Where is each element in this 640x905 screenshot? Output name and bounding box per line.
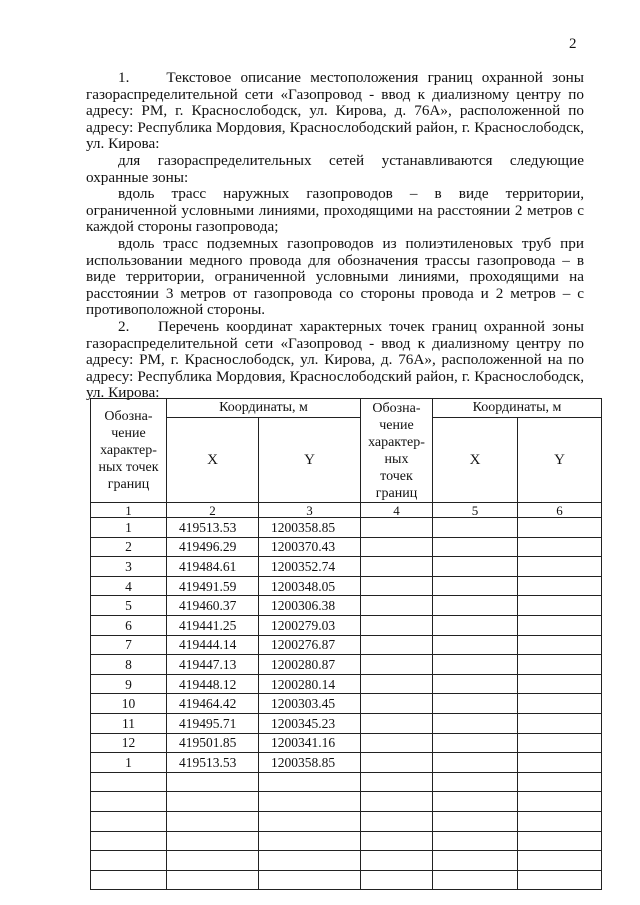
empty-cell [518, 772, 602, 792]
header-text: Обозна- чение характер- ных точек границ [98, 409, 159, 492]
empty-row [91, 811, 602, 831]
table-row [91, 674, 602, 694]
point-cell-2 [361, 557, 433, 577]
x-cell: 419464.42 [167, 694, 259, 714]
x-cell: 419448.12 [167, 674, 259, 694]
empty-cell [433, 851, 518, 871]
table-row [91, 713, 602, 733]
table-row [91, 694, 602, 714]
empty-cell [361, 792, 433, 812]
x-cell-2 [433, 713, 518, 733]
y-cell: 1200358.85 [259, 518, 361, 538]
y-cell: 1200306.38 [259, 596, 361, 616]
empty-cell [259, 870, 361, 890]
y-cell: 1200279.03 [259, 615, 361, 635]
empty-cell [518, 831, 602, 851]
point-cell: 4 [91, 576, 167, 596]
table-row [91, 537, 602, 557]
empty-cell [91, 851, 167, 871]
header-coordinates-2: Координаты, м [433, 399, 602, 418]
empty-cell [91, 870, 167, 890]
y-cell: 1200352.74 [259, 557, 361, 577]
page-number: 2 [569, 36, 577, 52]
header-x-2: X [433, 418, 518, 503]
header-point-designation [91, 399, 167, 503]
empty-cell [518, 870, 602, 890]
point-cell-2 [361, 635, 433, 655]
paragraph-4: вдоль трасс подземных газопроводов из полиэтиленовых труб при использовании медного провода для обозначения трассы газопровода – в виде территории, ограниченной условными линиями, проходящими на расстоянии 3 метров от газопровода со стороны провода и 2 метров – с противоположной стороны. [86, 234, 584, 319]
point-cell-2 [361, 753, 433, 773]
y-cell: 1200370.43 [259, 537, 361, 557]
y-cell: 1200276.87 [259, 635, 361, 655]
x-cell: 419460.37 [167, 596, 259, 616]
point-cell: 2 [91, 537, 167, 557]
table-row [91, 635, 602, 655]
point-cell: 6 [91, 615, 167, 635]
empty-cell [167, 831, 259, 851]
x-cell-2 [433, 655, 518, 675]
x-cell: 419441.25 [167, 615, 259, 635]
point-cell: 1 [91, 518, 167, 538]
header-y: Y [259, 418, 361, 503]
empty-cell [167, 811, 259, 831]
x-cell-2 [433, 537, 518, 557]
y-cell: 1200341.16 [259, 733, 361, 753]
empty-cell [433, 792, 518, 812]
x-cell-2 [433, 635, 518, 655]
paragraph-2: для газораспределительных сетей устанавливаются следующие охранные зоны: [86, 151, 584, 186]
x-cell: 419484.61 [167, 557, 259, 577]
point-cell: 9 [91, 674, 167, 694]
point-cell-2 [361, 615, 433, 635]
empty-cell [518, 792, 602, 812]
header-text: Обозна- чение характер- ных точек границ [368, 400, 425, 501]
empty-cell [259, 792, 361, 812]
y-cell: 1200348.05 [259, 576, 361, 596]
x-cell: 419495.71 [167, 713, 259, 733]
paragraph-3: вдоль трасс наружных газопроводов – в виде территории, ограниченной условными линиями, проходящими на расстоянии 2 метров с каждой стороны газопровода; [86, 185, 584, 236]
y-cell-2 [518, 753, 602, 773]
empty-cell [259, 851, 361, 871]
empty-cell [259, 811, 361, 831]
point-cell-2 [361, 576, 433, 596]
y-cell-2 [518, 713, 602, 733]
table-row [91, 615, 602, 635]
header-y-2: Y [518, 418, 602, 503]
header-point-designation-2 [361, 399, 433, 503]
table-row [91, 753, 602, 773]
empty-row [91, 792, 602, 812]
point-cell: 1 [91, 753, 167, 773]
empty-cell [91, 811, 167, 831]
empty-cell [167, 792, 259, 812]
column-number: 5 [433, 503, 518, 518]
empty-row [91, 851, 602, 871]
empty-cell [259, 772, 361, 792]
x-cell: 419491.59 [167, 576, 259, 596]
empty-cell [361, 772, 433, 792]
empty-cell [433, 870, 518, 890]
x-cell-2 [433, 694, 518, 714]
x-cell: 419513.53 [167, 518, 259, 538]
y-cell-2 [518, 596, 602, 616]
x-cell-2 [433, 596, 518, 616]
empty-cell [433, 772, 518, 792]
y-cell: 1200280.87 [259, 655, 361, 675]
point-cell-2 [361, 596, 433, 616]
y-cell-2 [518, 518, 602, 538]
y-cell: 1200345.23 [259, 713, 361, 733]
header-coordinates: Координаты, м [167, 399, 361, 418]
y-cell-2 [518, 537, 602, 557]
empty-cell [361, 811, 433, 831]
point-cell: 8 [91, 655, 167, 675]
empty-cell [361, 870, 433, 890]
column-number: 3 [259, 503, 361, 518]
empty-cell [518, 811, 602, 831]
x-cell-2 [433, 615, 518, 635]
empty-row [91, 831, 602, 851]
empty-row [91, 772, 602, 792]
empty-cell [91, 772, 167, 792]
table-row [91, 518, 602, 538]
x-cell-2 [433, 557, 518, 577]
y-cell-2 [518, 615, 602, 635]
y-cell-2 [518, 655, 602, 675]
y-cell-2 [518, 635, 602, 655]
y-cell: 1200280.14 [259, 674, 361, 694]
point-cell-2 [361, 733, 433, 753]
coordinates-table [90, 398, 602, 890]
table-row [91, 733, 602, 753]
empty-cell [167, 772, 259, 792]
point-cell: 7 [91, 635, 167, 655]
point-cell-2 [361, 694, 433, 714]
x-cell: 419501.85 [167, 733, 259, 753]
x-cell-2 [433, 733, 518, 753]
empty-cell [361, 831, 433, 851]
x-cell-2 [433, 576, 518, 596]
header-x: X [167, 418, 259, 503]
table-row [91, 655, 602, 675]
x-cell: 419513.53 [167, 753, 259, 773]
empty-row [91, 870, 602, 890]
y-cell-2 [518, 733, 602, 753]
table-row [91, 557, 602, 577]
y-cell: 1200303.45 [259, 694, 361, 714]
empty-cell [167, 870, 259, 890]
table-row [91, 596, 602, 616]
y-cell-2 [518, 674, 602, 694]
point-cell: 3 [91, 557, 167, 577]
x-cell-2 [433, 753, 518, 773]
document-body [86, 70, 584, 402]
empty-cell [91, 831, 167, 851]
empty-cell [259, 831, 361, 851]
point-cell: 12 [91, 733, 167, 753]
empty-cell [433, 831, 518, 851]
x-cell-2 [433, 518, 518, 538]
y-cell: 1200358.85 [259, 753, 361, 773]
x-cell: 419447.13 [167, 655, 259, 675]
point-cell-2 [361, 537, 433, 557]
paragraph-5: 2. Перечень координат характерных точек границ охранной зоны газораспределительной сети «Газопровод - ввод к диализному центру по адресу: РМ, г. Краснослободск, ул. Кирова, д. 76А», расположенной на по адресу: Республика Мордовия, Краснослободский район, г. Краснослободск, ул. Кирова: [86, 317, 584, 402]
empty-cell [167, 851, 259, 871]
table-row [91, 576, 602, 596]
x-cell: 419444.14 [167, 635, 259, 655]
empty-cell [361, 851, 433, 871]
point-cell-2 [361, 713, 433, 733]
column-number: 1 [91, 503, 167, 518]
point-cell-2 [361, 674, 433, 694]
empty-cell [518, 851, 602, 871]
y-cell-2 [518, 576, 602, 596]
empty-cell [91, 792, 167, 812]
point-cell: 5 [91, 596, 167, 616]
empty-cell [433, 811, 518, 831]
paragraph-1: 1. Текстовое описание местоположения границ охранной зоны газораспределительной сети «Газопровод - ввод к диализному центру по адресу: РМ, г. Краснослободск, ул. Кирова, д. 76А», расположенной по адресу: Республика Мордовия, Краснослободский район, г. Краснослободск, ул. Кирова: [86, 69, 584, 153]
column-number: 2 [167, 503, 259, 518]
point-cell-2 [361, 518, 433, 538]
x-cell-2 [433, 674, 518, 694]
column-number: 6 [518, 503, 602, 518]
point-cell: 10 [91, 694, 167, 714]
column-number: 4 [361, 503, 433, 518]
point-cell: 11 [91, 713, 167, 733]
x-cell: 419496.29 [167, 537, 259, 557]
point-cell-2 [361, 655, 433, 675]
y-cell-2 [518, 694, 602, 714]
y-cell-2 [518, 557, 602, 577]
